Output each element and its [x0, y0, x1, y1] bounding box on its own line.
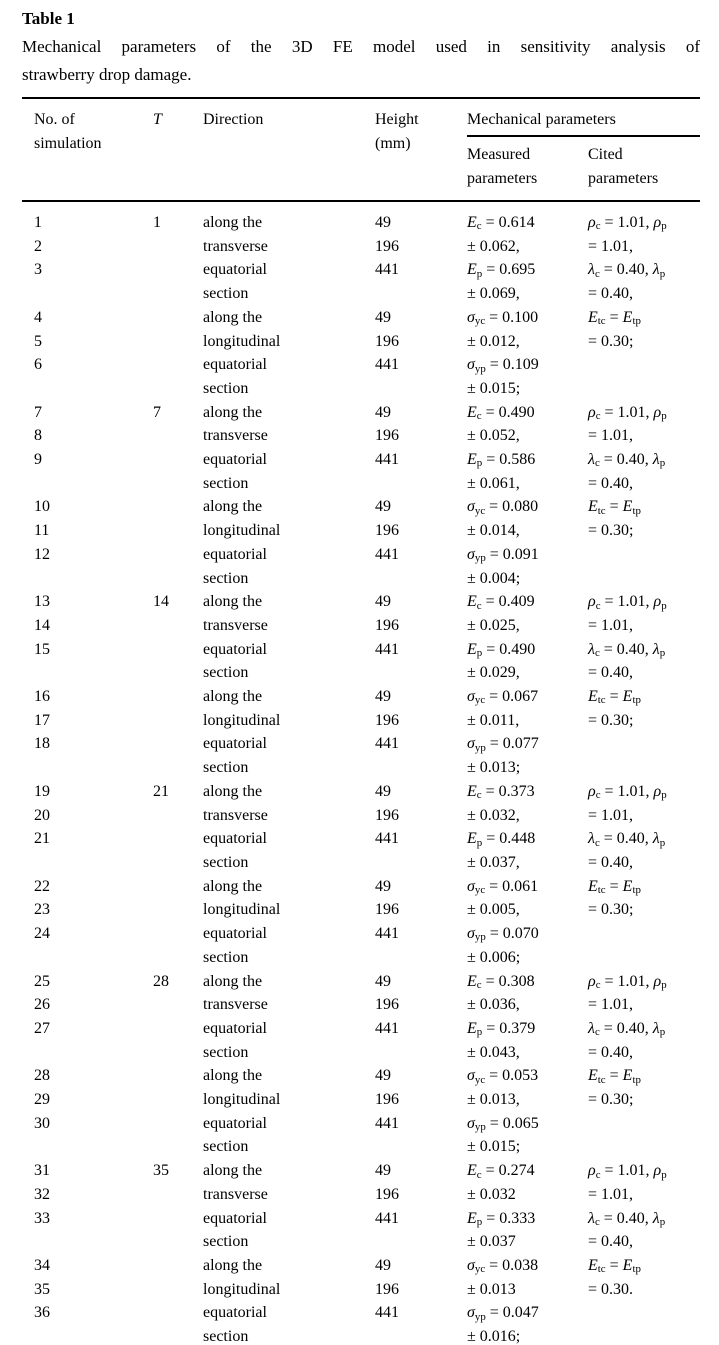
cell-simulation-numbers: 31 32 33 34 35 36 — [34, 1162, 50, 1322]
table-body — [22, 201, 700, 1345]
cell-simulation-numbers: 7 8 9 10 11 12 — [34, 403, 50, 563]
cell-simulation-numbers: 13 14 15 16 17 18 — [34, 593, 50, 753]
parameters-table — [22, 97, 700, 1345]
table-region — [22, 6, 700, 1345]
cell-height: 49 196 441 49 196 441 — [375, 782, 399, 943]
cell-direction: along the transverse equatorial section along the longitudinal equatorial section — [203, 972, 281, 1156]
cell-measured-parameters: $E_c = 0.490$ ± 0.052, $E_p = 0.586$ ± 0.061, $\sigma_{yc} = 0.080$ ± 0.014, $\sigma_{yp} = 0.091$ ± 0.004; — [467, 403, 539, 587]
cell-cited-parameters: $\rho_c = 1.01$, $\rho_p$ = 1.01, $\lambda_c = 0.40$, $\lambda_p$ = 0.40, $E_{tc} = E_{tp}$ = 0.30; — [588, 782, 667, 919]
cell-t-value: 7 — [153, 403, 161, 421]
cell-measured-parameters: $E_c = 0.614$ ± 0.062, $E_p = 0.695$ ± 0.069, $\sigma_{yc} = 0.100$ ± 0.012, $\sigma_{yp} = 0.109$ ± 0.015; — [467, 214, 539, 397]
cell-simulation-numbers: 25 26 27 28 29 30 — [34, 972, 50, 1132]
cell-measured-parameters: $E_c = 0.373$ ± 0.032, $E_p = 0.448$ ± 0.037, $\sigma_{yc} = 0.061$ ± 0.005, $\sigma_{yp} = 0.070$ ± 0.006; — [467, 782, 539, 966]
cell-height: 49 196 441 49 196 441 — [375, 403, 399, 563]
cell-height: 49 196 441 49 196 441 — [375, 1162, 399, 1322]
table-block-t7 — [22, 401, 700, 591]
header-row-main — [22, 98, 700, 136]
cell-t-value: 28 — [153, 972, 169, 990]
header-mechanical-parameters: Mechanical parameters — [467, 98, 700, 136]
cell-direction: along the transverse equatorial section along the longitudinal equatorial section — [203, 782, 281, 966]
cell-direction: along the transverse equatorial section along the longitudinal equatorial section — [203, 593, 281, 777]
table-block-t35 — [22, 1159, 700, 1345]
header-no-of-simulation: No. of simulation — [22, 98, 153, 201]
cell-cited-parameters: $\rho_c = 1.01$, $\rho_p$ = 1.01, $\lambda_c = 0.40$, $\lambda_p$ = 0.40, $E_{tc} = E_{tp}$ = 0.30; — [588, 214, 667, 350]
table-block-t21 — [22, 780, 700, 970]
cell-measured-parameters: $E_c = 0.308$ ± 0.036, $E_p = 0.379$ ± 0.043, $\sigma_{yc} = 0.053$ ± 0.013, $\sigma_{yp} = 0.065$ ± 0.015; — [467, 972, 539, 1156]
caption-line: strawberry drop damage. — [22, 64, 192, 84]
cell-simulation-numbers: 19 20 21 22 23 24 — [34, 782, 50, 943]
table-caption — [22, 33, 700, 88]
header-height-mm: Height (mm) — [375, 98, 467, 201]
cell-height: 49 196 441 49 196 441 — [375, 214, 399, 374]
cell-cited-parameters: $\rho_c = 1.01$, $\rho_p$ = 1.01, $\lambda_c = 0.40$, $\lambda_p$ = 0.40, $E_{tc} = E_{tp}$ = 0.30; — [588, 972, 667, 1109]
cell-direction: along the transverse equatorial section along the longitudinal equatorial section — [203, 1162, 281, 1345]
cell-cited-parameters: $\rho_c = 1.01$, $\rho_p$ = 1.01, $\lambda_c = 0.40$, $\lambda_p$ = 0.40, $E_{tc} = E_{tp}$ = 0.30; — [588, 593, 667, 729]
cell-direction: along the transverse equatorial section along the longitudinal equatorial section — [203, 403, 281, 587]
cell-height: 49 196 441 49 196 441 — [375, 972, 399, 1132]
table-block-t14 — [22, 590, 700, 780]
header-cited-parameters: Cited parameters — [588, 136, 700, 201]
cell-t-value: 1 — [153, 214, 161, 231]
cell-t-value: 14 — [153, 593, 169, 611]
cell-t-value: 21 — [153, 782, 169, 800]
cell-direction: along the transverse equatorial section along the longitudinal equatorial section — [203, 214, 281, 397]
cell-cited-parameters: $\rho_c = 1.01$, $\rho_p$ = 1.01, $\lambda_c = 0.40$, $\lambda_p$ = 0.40, $E_{tc} = E_{tp}$ = 0.30; — [588, 403, 667, 540]
header-direction: Direction — [203, 98, 375, 201]
cell-measured-parameters: $E_c = 0.274$ ± 0.032 $E_p = 0.333$ ± 0.037 $\sigma_{yc} = 0.038$ ± 0.013 $\sigma_{yp} = 0.047$ ± 0.016; — [467, 1162, 539, 1345]
table-header — [22, 98, 700, 201]
table-block-t28 — [22, 970, 700, 1160]
table-block-t1 — [22, 201, 700, 401]
caption-line: Mechanical parameters of the 3D FE model used in sensitivity analysis of — [22, 37, 700, 56]
header-t: T — [153, 98, 203, 201]
table-title: Table 1 — [22, 9, 75, 28]
header-measured-parameters: Measured parameters — [467, 136, 588, 201]
cell-height: 49 196 441 49 196 441 — [375, 593, 399, 753]
cell-t-value: 35 — [153, 1162, 169, 1180]
cell-cited-parameters: $\rho_c = 1.01$, $\rho_p$ = 1.01, $\lambda_c = 0.40$, $\lambda_p$ = 0.40, $E_{tc} = E_{tp}$ = 0.30. — [588, 1162, 667, 1298]
cell-simulation-numbers: 1 2 3 4 5 6 — [34, 214, 42, 374]
cell-measured-parameters: $E_c = 0.409$ ± 0.025, $E_p = 0.490$ ± 0.029, $\sigma_{yc} = 0.067$ ± 0.011, $\sigma_{yp} = 0.077$ ± 0.013; — [467, 593, 539, 777]
